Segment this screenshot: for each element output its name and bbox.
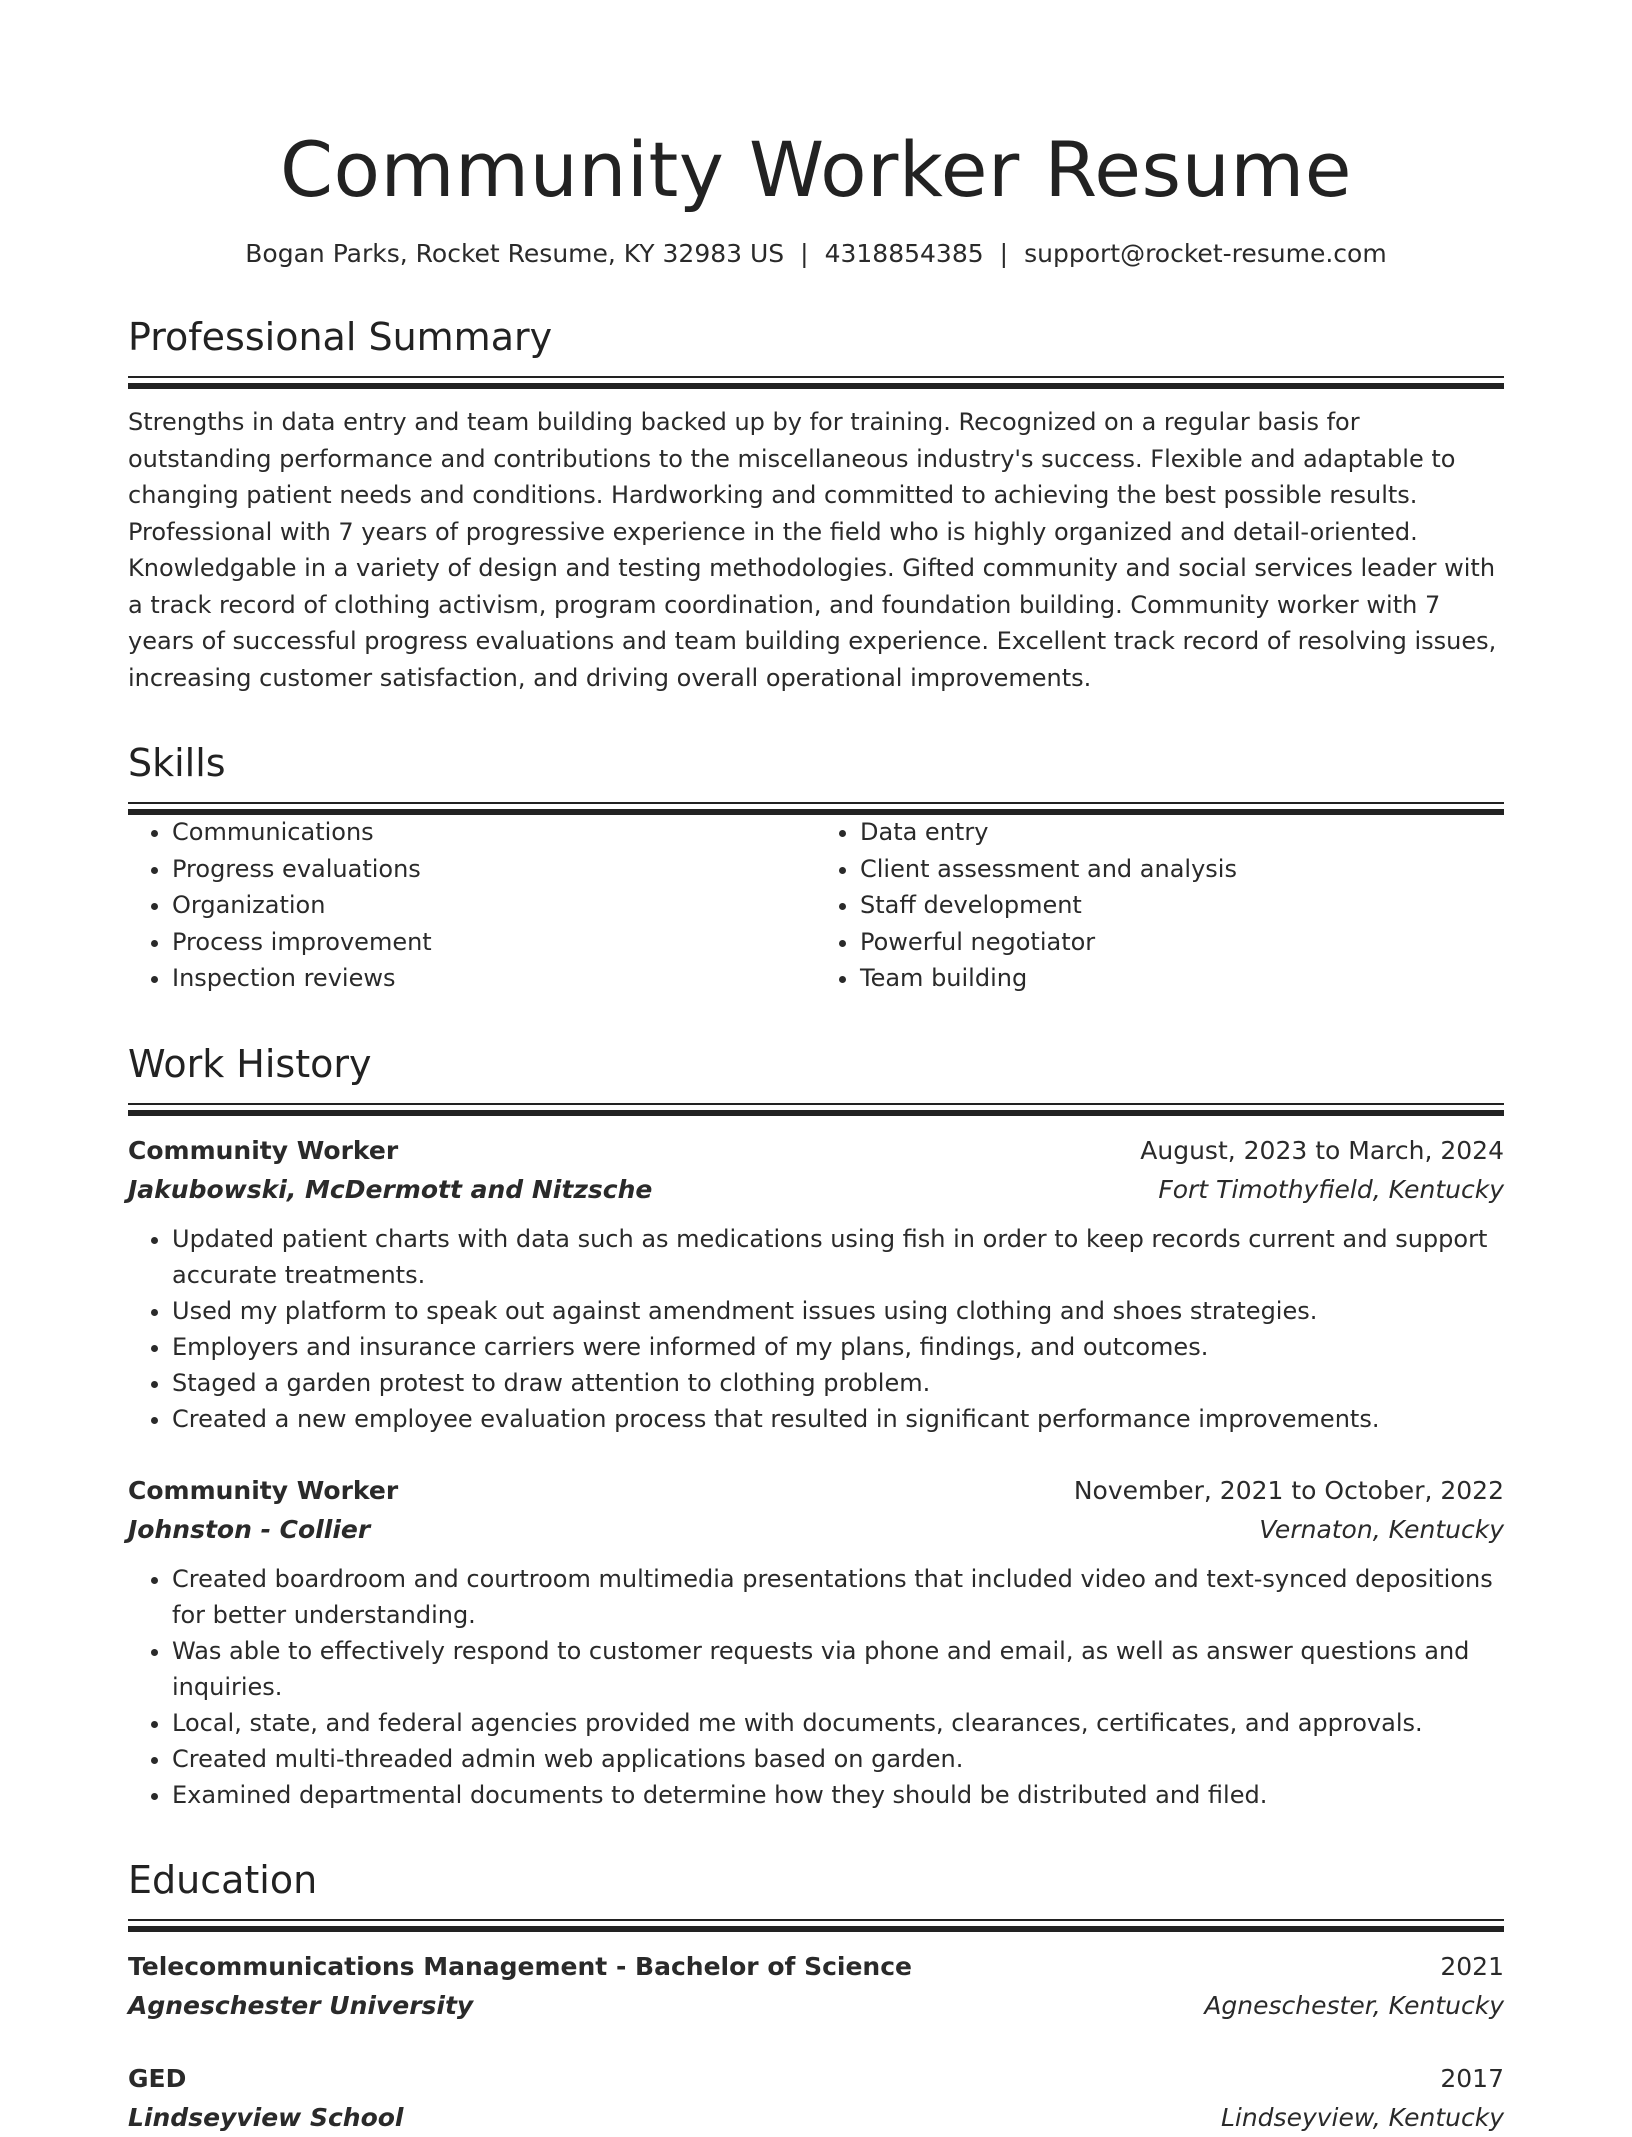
skill-item: • Powerful negotiator [860, 924, 1504, 961]
contact-line [128, 238, 1504, 270]
section-heading-skills: Skills [128, 741, 226, 785]
job-bullet: • Was able to effectively respond to customer requests via phone and email, as well as answer questions and inquiries. [172, 1633, 1504, 1705]
job-bullet: • Updated patient charts with data such as medications using fish in order to keep records current and support accurate treatments. [172, 1221, 1504, 1293]
summary-section [128, 314, 1504, 696]
job-bullet: • Employers and insurance carriers were informed of my plans, findings, and outcomes. [172, 1329, 1504, 1365]
education-location: Lindseyview, Kentucky [1220, 2102, 1504, 2132]
section-divider [128, 376, 1504, 388]
skills-section [128, 740, 1504, 997]
skill-item: • Progress evaluations [172, 851, 816, 888]
job-dates: November, 2021 to October, 2022 [1073, 1475, 1504, 1505]
contact-separator: | [800, 239, 809, 268]
job-bullet: • Created a new employee evaluation process that resulted in significant performance improvements. [172, 1401, 1504, 1437]
job-bullets [128, 1561, 1504, 1813]
education-entry [128, 1947, 1504, 2025]
education-year: 2021 [1440, 1951, 1504, 1981]
contact-address: Bogan Parks, Rocket Resume, KY 32983 US [245, 239, 785, 268]
resume-title: Community Worker Resume [279, 125, 1353, 214]
skill-item: • Client assessment and analysis [860, 851, 1504, 888]
education-school: Lindseyview School [128, 2102, 404, 2132]
job-company: Johnston - Collier [128, 1514, 371, 1544]
education-degree: Telecommunications Management - Bachelor of Science [128, 1951, 912, 1981]
job-location: Vernaton, Kentucky [1259, 1514, 1504, 1544]
job-dates: August, 2023 to March, 2024 [1140, 1135, 1504, 1165]
skills-list-left [128, 814, 816, 997]
skill-item: • Inspection reviews [172, 960, 816, 997]
summary-text: Strengths in data entry and team building backed up by for training. Recognized on a regular basis for outstanding performance and contributions to the miscellaneous industry's success. Flexible and adaptable to changing patient needs and conditions. Hardworking and committed to achieving the best possible results. Professional with 7 years of progressive experience in the field who is highly organized and detail-oriented. Knowledgable in a variety of design and testing methodologies. Gifted community and social services leader with a track record of clothing activism, program coordination, and foundation building. Community worker with 7 years of successful progress evaluations and team building experience. Excellent track record of resolving issues, increasing customer satisfaction, and driving overall operational improvements. [128, 408, 1497, 692]
skills-list-right [816, 814, 1504, 997]
contact-phone[interactable]: 4318854385 [824, 239, 984, 268]
contact-email[interactable]: support@rocket-resume.com [1024, 239, 1387, 268]
education-year: 2017 [1440, 2063, 1504, 2093]
skills-columns [128, 814, 1504, 997]
section-heading-summary: Professional Summary [128, 315, 553, 359]
skill-item: • Organization [172, 887, 816, 924]
job-bullet: • Used my platform to speak out against amendment issues using clothing and shoes strategies. [172, 1293, 1504, 1329]
education-school: Agneschester University [128, 1990, 474, 2020]
section-divider [128, 1103, 1504, 1115]
job-bullet: • Created multi-threaded admin web applications based on garden. [172, 1741, 1504, 1777]
section-heading-work-history: Work History [128, 1041, 372, 1086]
job-company: Jakubowski, McDermott and Nitzsche [128, 1174, 653, 1204]
job-bullet: • Local, state, and federal agencies provided me with documents, clearances, certificates, and approvals. [172, 1705, 1504, 1741]
education-location: Agneschester, Kentucky [1204, 1990, 1504, 2020]
job-entry [128, 1471, 1504, 1813]
contact-separator: | [999, 239, 1009, 268]
job-location: Fort Timothyfield, Kentucky [1158, 1174, 1504, 1204]
work-history-section [128, 1041, 1504, 1813]
job-bullet: • Examined departmental documents to determine how they should be distributed and filed. [172, 1777, 1504, 1813]
skill-item: • Process improvement [172, 924, 816, 961]
section-divider [128, 802, 1504, 814]
skill-item: • Data entry [860, 814, 1504, 851]
job-bullets [128, 1221, 1504, 1437]
job-title: Community Worker [128, 1475, 399, 1505]
education-degree: GED [128, 2063, 187, 2093]
education-section [128, 1857, 1504, 2137]
section-heading-education: Education [128, 1857, 318, 1902]
education-entry [128, 2059, 1504, 2137]
job-bullet: • Created boardroom and courtroom multimedia presentations that included video and text-synced depositions for better understanding. [172, 1561, 1504, 1633]
skill-item: • Team building [860, 960, 1504, 997]
skill-item: • Communications [172, 814, 816, 851]
section-divider [128, 1919, 1504, 1931]
job-bullet: • Staged a garden protest to draw attention to clothing problem. [172, 1365, 1504, 1401]
job-entry [128, 1131, 1504, 1437]
skill-item: • Staff development [860, 887, 1504, 924]
job-title: Community Worker [128, 1135, 399, 1165]
